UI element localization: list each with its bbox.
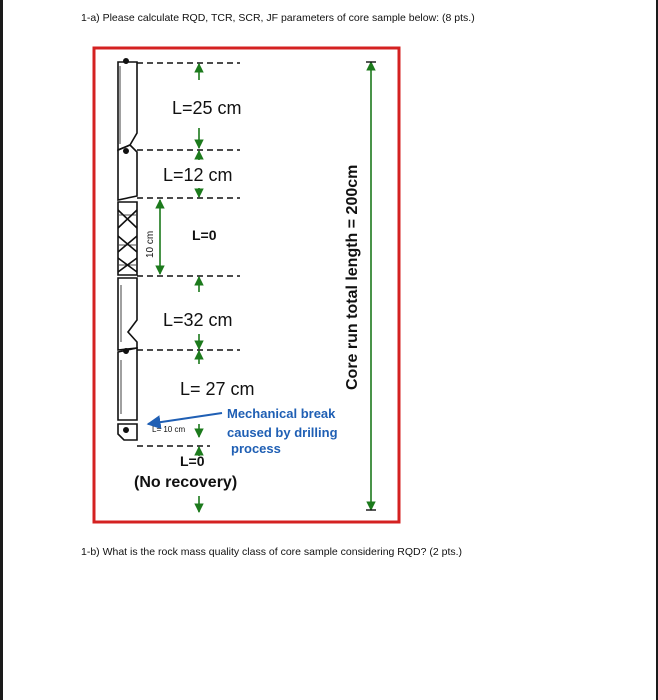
no-recovery-note: (No recovery)	[134, 474, 238, 491]
mechanical-break-line-1: Mechanical break	[227, 406, 336, 421]
crushed-zone-length: 10 cm	[145, 230, 156, 258]
mechanical-break-line-2: caused by drilling	[227, 425, 338, 440]
core-run-total-length: Core run total length = 200cm	[344, 164, 361, 390]
no-recovery-length: L=0	[180, 453, 205, 469]
question-1a: 1-a) Please calculate RQD, TCR, SCR, JF parameters of core sample below: (8 pts.)	[81, 12, 475, 24]
piece-label-4: L=32 cm	[163, 310, 233, 330]
small-piece-length: L= 10 cm	[152, 425, 186, 434]
piece-label-5: L= 27 cm	[180, 379, 255, 399]
piece-label-1: L=25 cm	[172, 98, 242, 118]
piece-label-2: L=12 cm	[163, 165, 233, 185]
core-column	[118, 62, 137, 440]
crushed-zone	[118, 202, 137, 275]
core-piece-1	[118, 62, 137, 150]
mechanical-break-line-3: process	[231, 441, 281, 456]
mechanical-break-pointer	[148, 413, 222, 424]
piece-label-3: L=0	[192, 227, 217, 243]
question-1b: 1-b) What is the rock mass quality class of core sample considering RQD? (2 pts.)	[81, 546, 463, 558]
